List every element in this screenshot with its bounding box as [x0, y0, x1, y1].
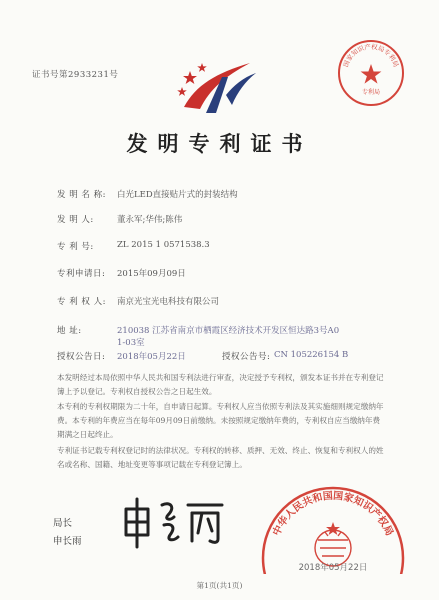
- inventor-value: 董永军;华伟;陈伟: [117, 215, 183, 225]
- filing-date-value: 2015年09月09日: [117, 269, 186, 279]
- legal-paragraph-1: 本发明经过本局依照中华人民共和国专利法进行审查，决定授予专利权，颁发本证书并在专利登记簿上予以登记。专利权自授权公告之日起生效。: [57, 373, 384, 396]
- invention-name-label: 发 明 名 称:: [57, 190, 106, 200]
- patentee-value: 南京光宝光电科技有限公司: [117, 297, 220, 307]
- director-name-label: 申长雨: [53, 536, 82, 547]
- national-seal-arc-text: 中华人民共和国国家知识产权局: [271, 490, 395, 538]
- svg-text:国家知识产权局专利局: [341, 42, 400, 68]
- certificate-number: 证书号第2933231号: [32, 70, 119, 80]
- seal-center-text: 专利局: [361, 89, 381, 96]
- announcement-value: CN 105226154 B: [274, 350, 349, 360]
- cnipa-logo-icon: [176, 55, 264, 117]
- certificate-title: 发明专利证书: [126, 131, 313, 156]
- patent-number-value: ZL 2015 1 0571538.3: [117, 240, 210, 250]
- national-ip-office-seal: [258, 462, 408, 574]
- seal-arc-text: 国家知识产权局专利局: [341, 42, 401, 69]
- patent-office-seal: [336, 38, 406, 108]
- invention-name-value: 白光LED直接贴片式的封装结构: [117, 190, 238, 200]
- address-line1: 210038 江苏省南京市栖霞区经济技术开发区恒达路3号A0: [117, 326, 340, 336]
- address-line2: 1-03室: [117, 338, 145, 348]
- address-label: 地 址:: [57, 326, 82, 336]
- director-label: 局长: [53, 518, 73, 529]
- legal-paragraph-3: 专利证书记载专利权登记时的法律状况。专利权的转移、质押、无效、终止、恢复和专利权人的姓名或名称、国籍、地址变更等事项记载在专利登记簿上。: [57, 446, 384, 469]
- patentee-label: 专 利 权 人:: [57, 297, 106, 307]
- announcement-label: 授权公告号:: [222, 352, 271, 362]
- patent-number-label: 专 利 号:: [57, 242, 94, 252]
- inventor-label: 发 明 人:: [57, 215, 94, 225]
- filing-date-label: 专利申请日:: [57, 269, 106, 279]
- legal-paragraph-2: 本专利的专利权期限为二十年，自申请日起算。专利权人应当依照专利法及其实施细则规定缴纳年费。本专利的年费应当在每年09月09日前缴纳。未按照规定缴纳年费的，专利权自应当缴纳年费期满之日起终止。: [57, 402, 384, 439]
- grant-date-label: 授权公告日:: [57, 352, 106, 362]
- seal-date: 2018年05月22日: [298, 563, 368, 573]
- grant-date-value: 2018年05月22日: [117, 352, 186, 362]
- director-signature: [118, 495, 228, 550]
- page-footer: 第1页(共1页): [196, 581, 243, 590]
